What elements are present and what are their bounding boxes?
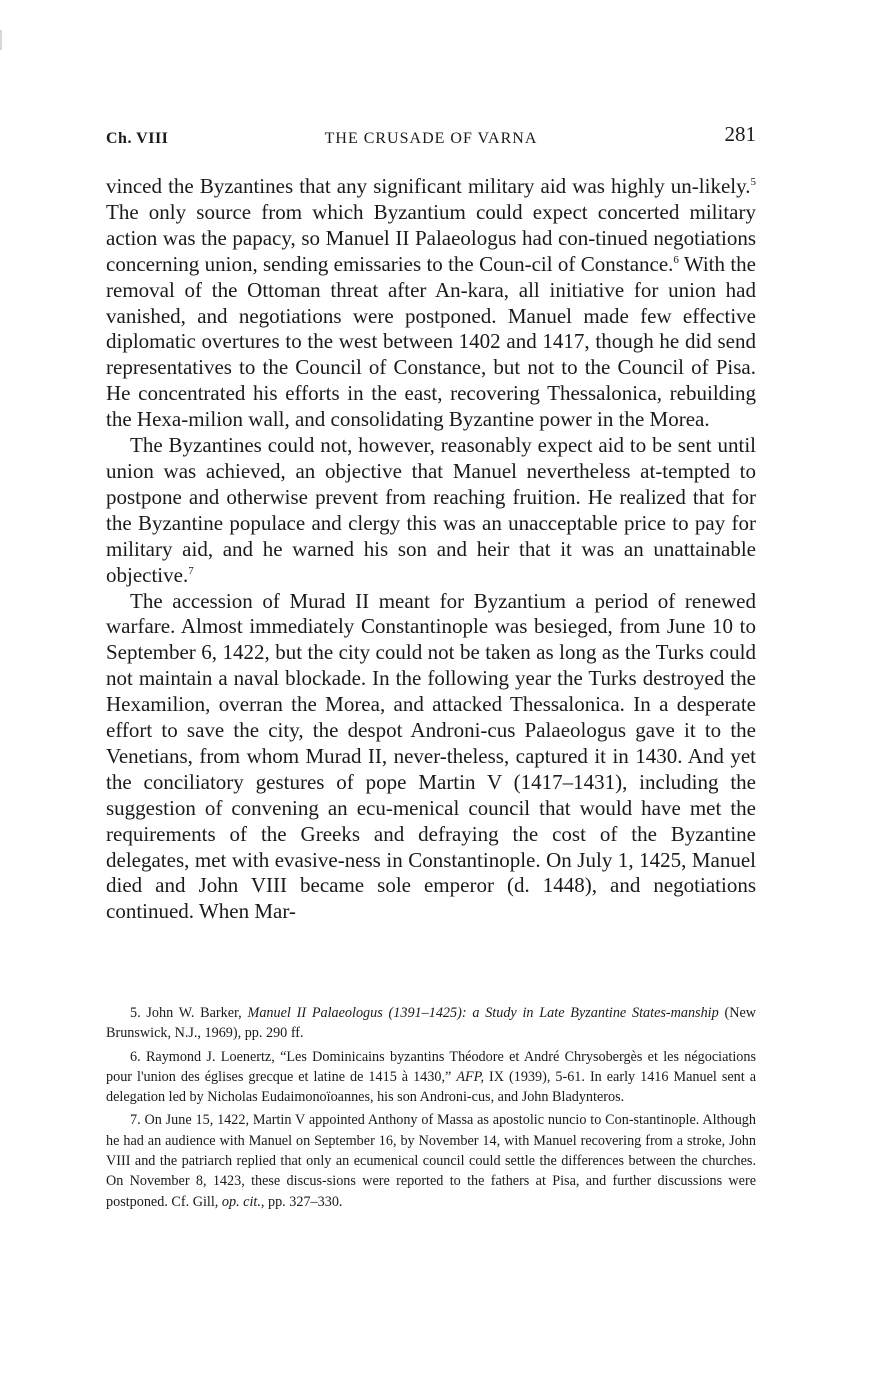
footnote-6-tail: IX (1939), 5-61. In early 1416 Manuel sent a delegation led by Nicholas Eudaimonoïoannes, his son Androni-cus, and John Bladynteros. bbox=[106, 1068, 756, 1106]
footnote-5-tail: (New Brunswick, N.J., 1969), pp. 290 ff. bbox=[106, 1005, 756, 1042]
paragraph-1-text-b: The only source from which Byzantium could expect concerted military action was the papacy, so Manuel II Palaeologus had con-tinued negotiations concerning union, sending emissaries to the Coun-cil of Constance. bbox=[106, 199, 756, 276]
running-title: THE CRUSADE OF VARNA bbox=[324, 130, 538, 147]
footnote-6 bbox=[106, 1047, 756, 1108]
chapter-label: Ch. VIII bbox=[106, 130, 169, 147]
page-number: 281 bbox=[724, 122, 756, 146]
paragraph-3-text: The accession of Murad II meant for Byzantium a period of renewed warfare. Almost immediately Constantinople was besieged, from June 10 to September 6, 1422, but the city could not be taken as long as the Turks could not maintain a naval blockade. In the following year the Turks destroyed the Hexamilion, overran the Morea, and attacked Thessalonica. In a desperate effort to save the city, the despot Androni-cus Palaeologus gave it to the Venetians, from whom Murad II, never-theless, captured it in 1430. And yet the conciliatory gestures of pope Martin V (1417–1431), including the suggestion of convening an ecu-menical council that would have met the requirements of the Greeks and defraying the cost of the Byzantine delegates, met with evasive-ness in Constantinople. On July 1, 1425, Manuel died and John VIII became sole emperor (d. 1448), and negotiations continued. When Mar- bbox=[106, 588, 756, 924]
footnote-6-lead: 6. Raymond J. Loenertz, “Les Dominicains byzantins Théodore et André Chrysobergès et les négociations pour l'union des églises grecque et latine de 1415 à 1430,” bbox=[106, 1048, 756, 1085]
footnote-ref-6[interactable]: 6 bbox=[673, 253, 679, 266]
paragraph-1-text-a: vinced the Byzantines that any significant military aid was highly un-likely. bbox=[106, 174, 751, 198]
footnote-5 bbox=[106, 1003, 756, 1044]
footnote-6-journal: AFP, bbox=[456, 1068, 485, 1085]
footnote-7-cite: op. cit., bbox=[221, 1193, 265, 1210]
paragraph-2 bbox=[106, 433, 756, 588]
paragraph-1-text-c: With the removal of the Ottoman threat after An-kara, all initiative for union had vanished, and negotiations were postponed. Manuel made few effective diplomatic overtures to the west between 1402 and 1417, though he did send representatives to the Council of Constance, but not to the Council of Pisa. He concentrated his efforts in the east, recovering Thessalonica, rebuilding the Hexa-milion wall, and consolidating Byzantine power in the Morea. bbox=[106, 251, 756, 432]
footnote-5-title: Manuel II Palaeologus (1391–1425): a Study in Late Byzantine States-manship bbox=[247, 1005, 719, 1021]
scan-edge-mark bbox=[0, 30, 2, 50]
footnote-7 bbox=[106, 1110, 756, 1211]
paragraph-2-text: The Byzantines could not, however, reasonably expect aid to be sent until union was achieved, an objective that Manuel nevertheless at-tempted to postpone and otherwise prevent from reaching fruition. He realized that for the Byzantine populace and clergy this was an unacceptable price to pay for military aid, and he warned his son and heir that it was an unattainable objective. bbox=[106, 433, 756, 587]
running-head bbox=[106, 122, 756, 152]
footnote-ref-5[interactable]: 5 bbox=[750, 176, 756, 188]
footnote-7-tail: pp. 327–330. bbox=[264, 1193, 343, 1210]
paragraph-3 bbox=[106, 589, 756, 926]
footnote-ref-7[interactable]: 7 bbox=[188, 564, 194, 577]
footnote-7-lead: 7. On June 15, 1422, Martin V appointed Anthony of Massa as apostolic nuncio to Con-stantinople. Although he had an audience with Manuel on September 16, by November 14, with Manuel recovering from a stroke, John VIII and the patriarch replied that only an ecumenical council could settle the differences between the churches. On November 8, 1423, these discus-sions were reported to the fathers at Pisa, and further discussions were postponed. Cf. Gill, bbox=[106, 1112, 756, 1210]
paragraph-1 bbox=[106, 174, 756, 433]
footnote-5-lead: 5. John W. Barker, bbox=[130, 1005, 248, 1021]
main-text bbox=[106, 174, 756, 925]
footnotes bbox=[106, 1003, 756, 1212]
